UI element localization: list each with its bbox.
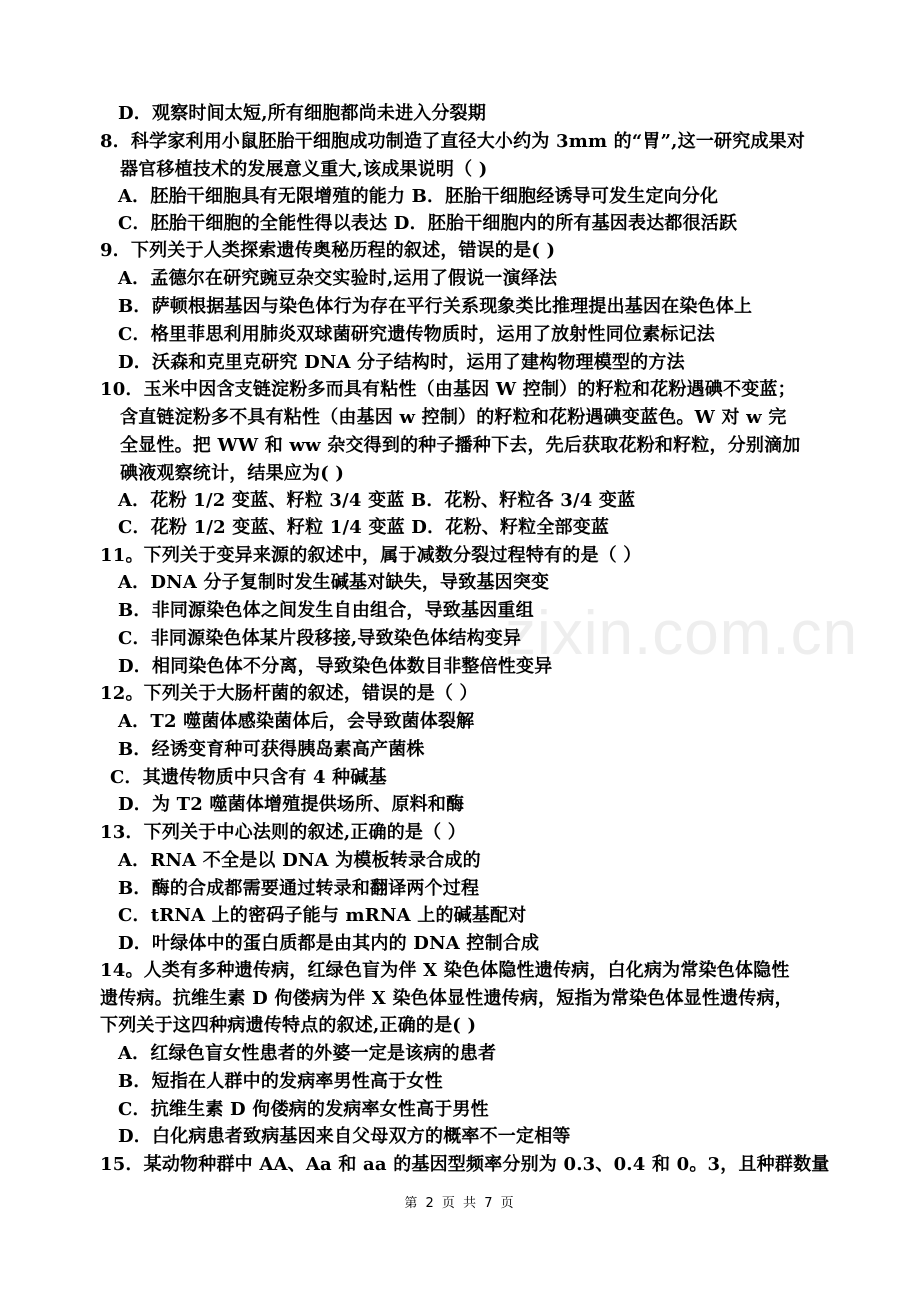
q9-stem: 9．下列关于人类探索遗传奥秘历程的叙述，错误的是( ) [100, 240, 556, 261]
q13-option-b: B．酶的合成都需要通过转录和翻译两个过程 [118, 878, 480, 899]
q14-option-b: B．短指在人群中的发病率男性高于女性 [118, 1071, 443, 1092]
q11-option-c: C．非同源染色体某片段移接,导致染色体结构变异 [118, 628, 522, 649]
watermark: zixin.com.cn [505, 599, 859, 668]
q8-options-ab: A．胚胎干细胞具有无限增殖的能力 B．胚胎干细胞经诱导可发生定向分化 [118, 186, 719, 207]
q10-stem-line-1: 10．玉米中因含支链淀粉多而具有粘性（由基因 W 控制）的籽粒和花粉遇碘不变蓝； [100, 379, 796, 400]
q13-stem: 13．下列关于中心法则的叙述,正确的是（ ） [100, 822, 466, 843]
q12-option-c: C．其遗传物质中只含有 4 种碱基 [110, 767, 387, 788]
q10-stem-line-3: 全显性。把 WW 和 ww 杂交得到的种子播种下去，先后获取花粉和籽粒，分别滴加 [120, 435, 801, 456]
q8-stem-line-1: 8．科学家利用小鼠胚胎干细胞成功制造了直径大小约为 3mm 的“胃”,这一研究成果对 [100, 131, 806, 152]
q14-stem-line-3: 下列关于这四种病遗传特点的叙述,正确的是( ) [100, 1015, 477, 1036]
q10-stem-line-2: 含直链淀粉多不具有粘性（由基因 w 控制）的籽粒和花粉遇碘变蓝色。W 对 w 完 [120, 407, 787, 428]
q10-options-cd: C．花粉 1/2 变蓝、籽粒 1/4 变蓝 D．花粉、籽粒全部变蓝 [118, 517, 610, 538]
q14-stem-line-2: 遗传病。抗维生素 D 佝偻病为伴 X 染色体显性遗传病，短指为常染色体显性遗传病， [100, 988, 793, 1009]
q14-option-a: A．红绿色盲女性患者的外婆一定是该病的患者 [118, 1043, 497, 1064]
q9-option-a: A．孟德尔在研究豌豆杂交实验时,运用了假说一演绎法 [118, 268, 558, 289]
q9-option-c: C．格里菲思利用肺炎双球菌研究遗传物质时，运用了放射性同位素标记法 [118, 324, 715, 345]
q13-option-d: D．叶绿体中的蛋白质都是由其内的 DNA 控制合成 [118, 933, 540, 954]
q7-option-d: D．观察时间太短,所有细胞都尚未进入分裂期 [118, 103, 487, 124]
q12-option-a: A．T2 噬菌体感染菌体后，会导致菌体裂解 [118, 711, 475, 732]
q12-stem: 12。下列关于大肠杆菌的叙述，错误的是（ ） [100, 683, 478, 704]
q11-stem: 11。下列关于变异来源的叙述中，属于减数分裂过程特有的是（ ） [100, 545, 642, 566]
page-footer: 第 2 页 共 7 页 [404, 1196, 516, 1211]
q13-option-a: A．RNA 不全是以 DNA 为模板转录合成的 [118, 850, 481, 871]
q10-stem-line-4: 碘液观察统计，结果应为( ) [120, 463, 345, 484]
q13-option-c: C．tRNA 上的密码子能与 mRNA 上的碱基配对 [118, 905, 527, 926]
q12-option-d: D．为 T2 噬菌体增殖提供场所、原料和酶 [118, 794, 465, 815]
q15-stem-line-1: 15．某动物种群中 AA、Aa 和 aa 的基因型频率分别为 0.3、0.4 和 0。3，且种群数量 [100, 1154, 830, 1175]
q9-option-b: B．萨顿根据基因与染色体行为存在平行关系现象类比推理提出基因在染色体上 [118, 296, 753, 317]
q8-options-cd: C．胚胎干细胞的全能性得以表达 D．胚胎干细胞内的所有基因表达都很活跃 [118, 213, 738, 234]
q12-option-b: B．经诱变育种可获得胰岛素高产菌株 [118, 739, 425, 760]
q8-stem-line-2: 器官移植技术的发展意义重大,该成果说明（ ) [120, 159, 488, 180]
q11-option-d: D．相同染色体不分离，导致染色体数目非整倍性变异 [118, 656, 553, 677]
q11-option-a: A．DNA 分子复制时发生碱基对缺失，导致基因突变 [118, 572, 550, 593]
q14-stem-line-1: 14。人类有多种遗传病，红绿色盲为伴 X 染色体隐性遗传病，白化病为常染色体隐性 [100, 960, 790, 981]
q14-option-d: D．白化病患者致病基因来自父母双方的概率不一定相等 [118, 1126, 571, 1147]
q14-option-c: C．抗维生素 D 佝偻病的发病率女性高于男性 [118, 1099, 489, 1120]
q9-option-d: D．沃森和克里克研究 DNA 分子结构时，运用了建构物理模型的方法 [118, 352, 685, 373]
q10-options-ab: A．花粉 1/2 变蓝、籽粒 3/4 变蓝 B．花粉、籽粒各 3/4 变蓝 [118, 490, 636, 511]
q11-option-b: B．非同源染色体之间发生自由组合，导致基因重组 [118, 600, 534, 621]
